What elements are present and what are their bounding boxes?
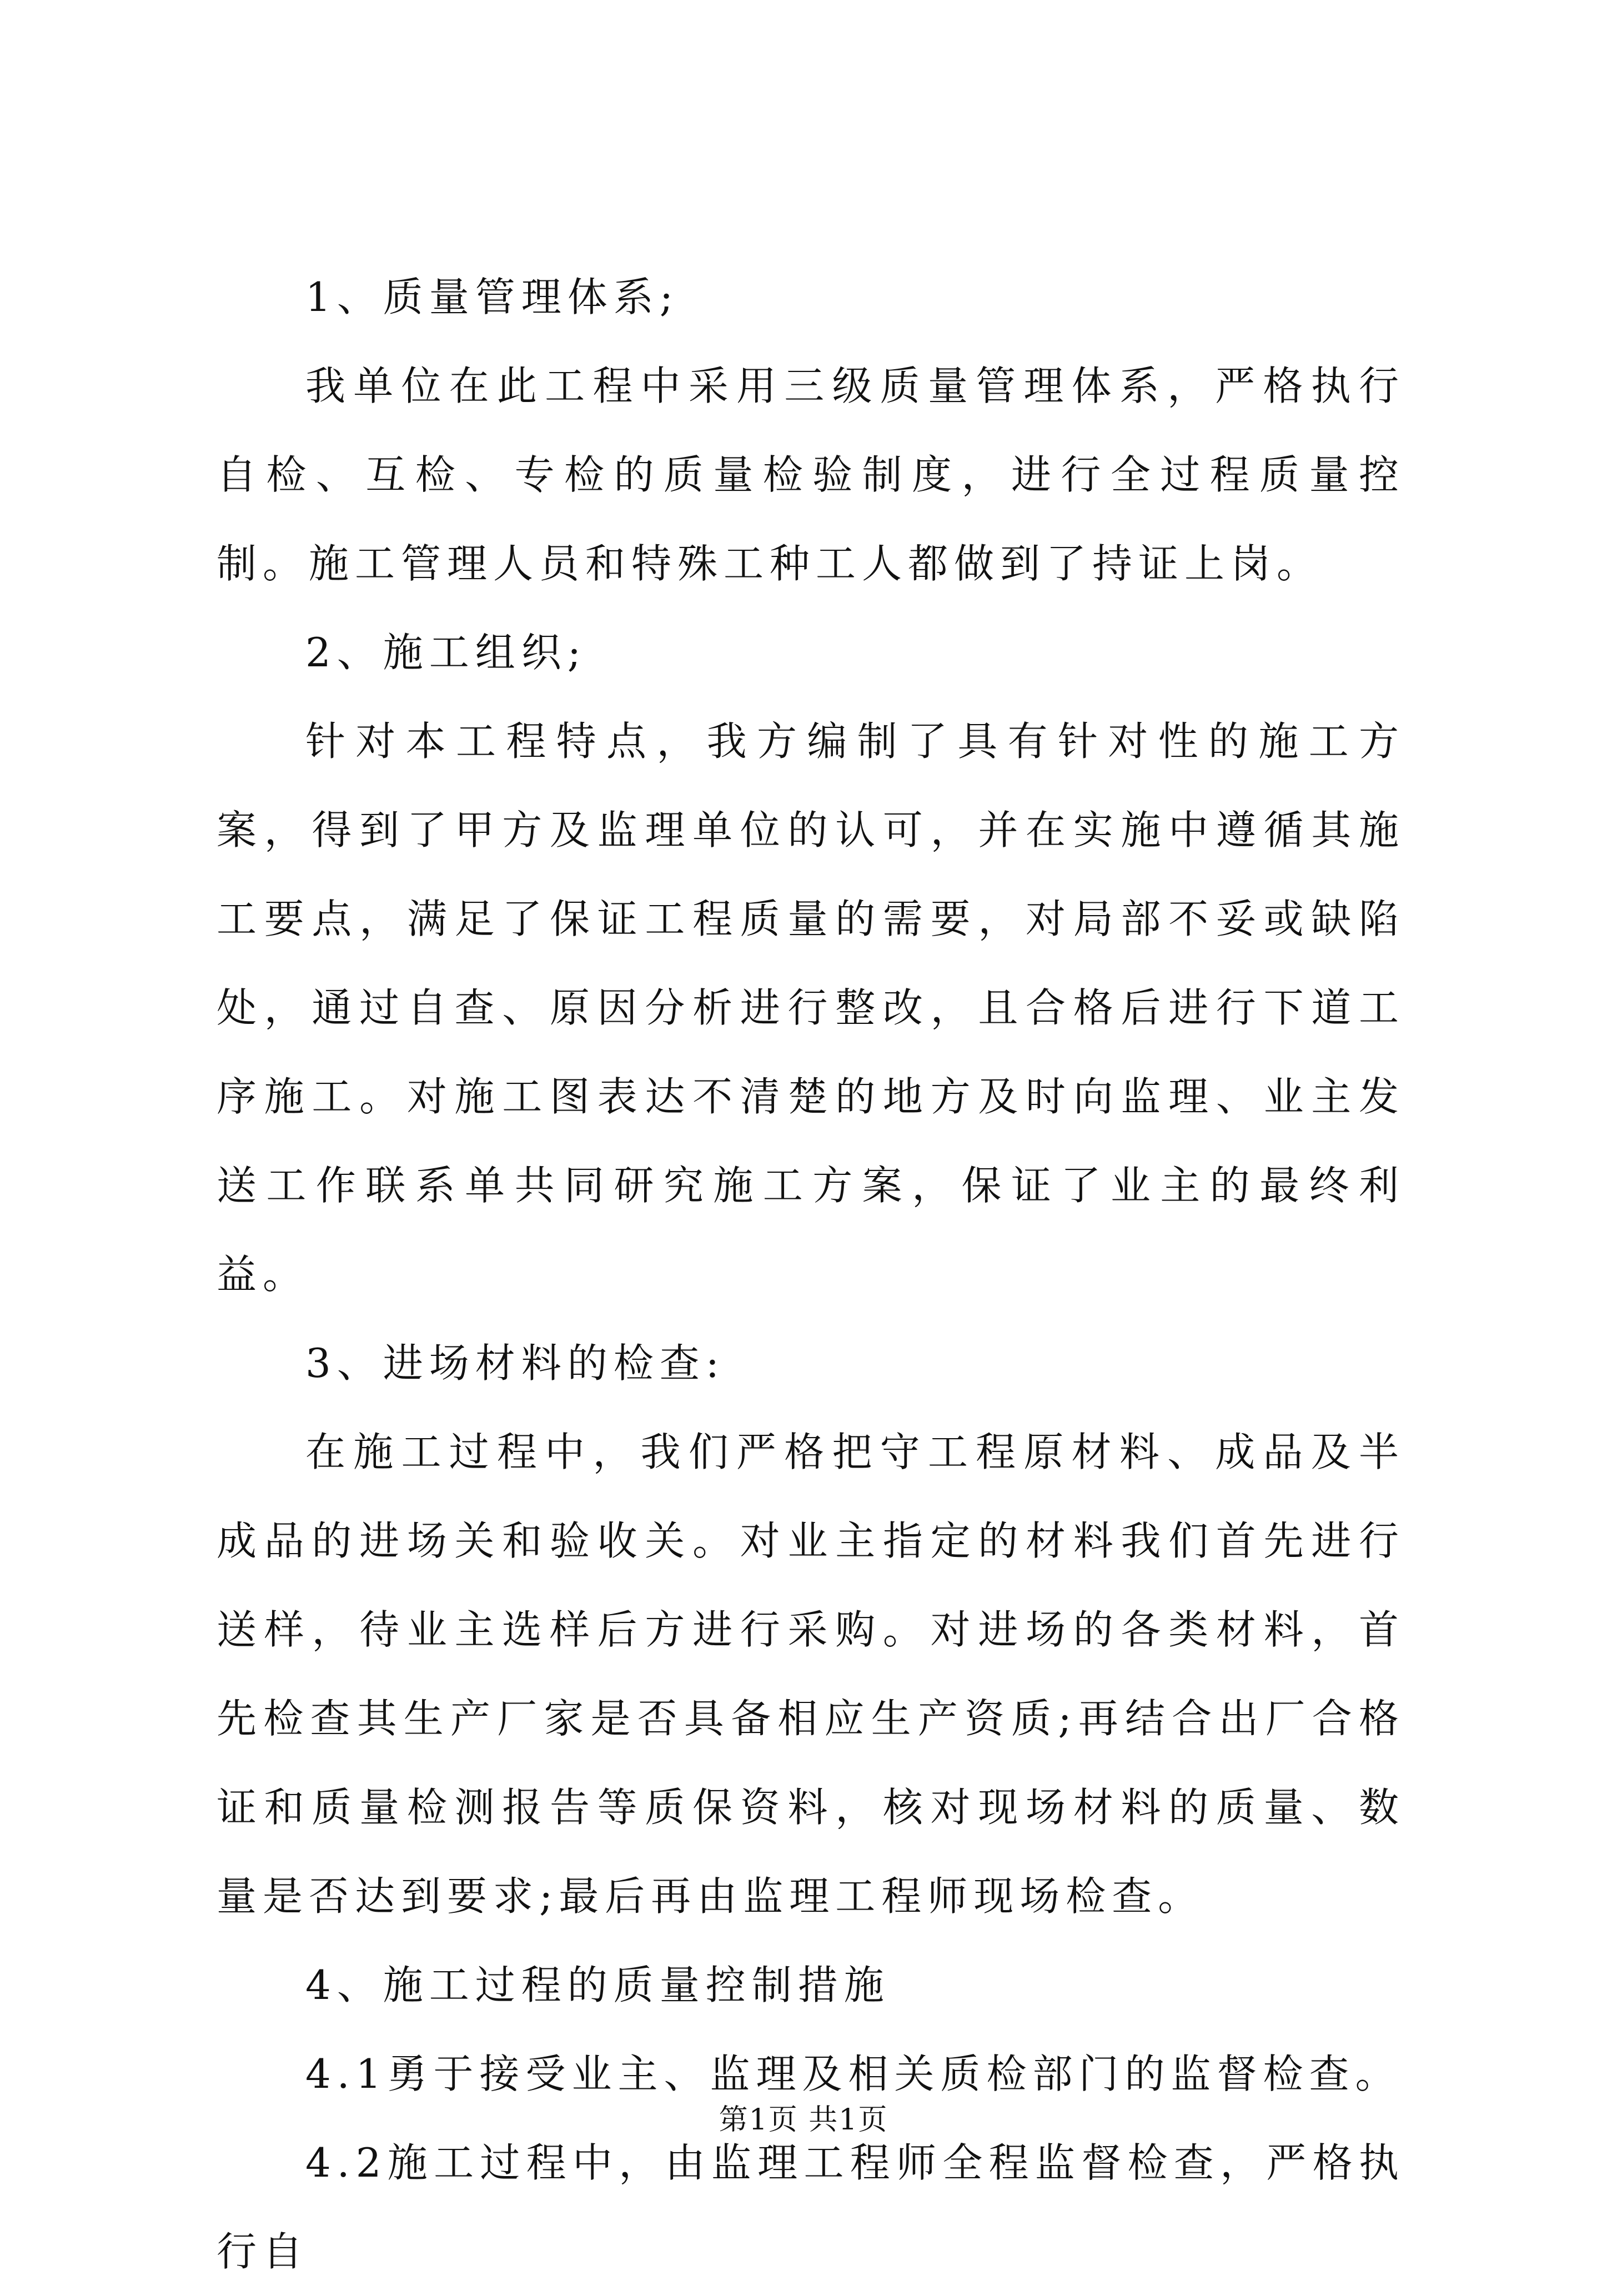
section-heading-quality-control-measures: 4、施工过程的质量控制措施: [305, 1962, 890, 2008]
paragraph-construction-organization: 针对本工程特点，我方编制了具有针对性的施工方案，得到了甲方及监理单位的认可，并在实施中遵循其施工要点，满足了保证工程质量的需要，对局部不妥或缺陷处，通过自查、原因分析进行整改，且合格后进行下道工序施工。对施工图表达不清楚的地方及时向监理、业主发送工作联系单共同研究施工方案，保证了业主的最终利益。: [217, 718, 1405, 1298]
section-heading-quality-system: 1、质量管理体系;: [305, 274, 680, 320]
section-heading-construction-organization: 2、施工组织;: [305, 629, 587, 676]
paragraph-measure-4-1: 4.1勇于接受业主、监理及相关质检部门的监督检查。: [305, 2051, 1402, 2097]
paragraph-material-inspection: 在施工过程中，我们严格把守工程原材料、成品及半成品的进场关和验收关。对业主指定的材料我们首先进行送样，待业主选样后方进行采购。对进场的各类材料，首先检查其生产厂家是否具备相应生产资质;再结合出厂合格证和质量检测报告等质保资料，核对现场材料的质量、数量是否达到要求;最后再由监理工程师现场检查。: [217, 1429, 1405, 1920]
document-body: [217, 253, 1405, 2296]
paragraph-quality-system: 我单位在此工程中采用三级质量管理体系，严格执行自检、互检、专检的质量检验制度，进行全过程质量控制。施工管理人员和特殊工种工人都做到了持证上岗。: [217, 363, 1405, 587]
page-footer: 第1页 共1页: [719, 2103, 888, 2137]
section-heading-material-inspection: 3、进场材料的检查:: [305, 1340, 726, 1386]
paragraph-measure-4-2: 4.2施工过程中，由监理工程师全程监督检查，严格执行自: [217, 2139, 1405, 2275]
